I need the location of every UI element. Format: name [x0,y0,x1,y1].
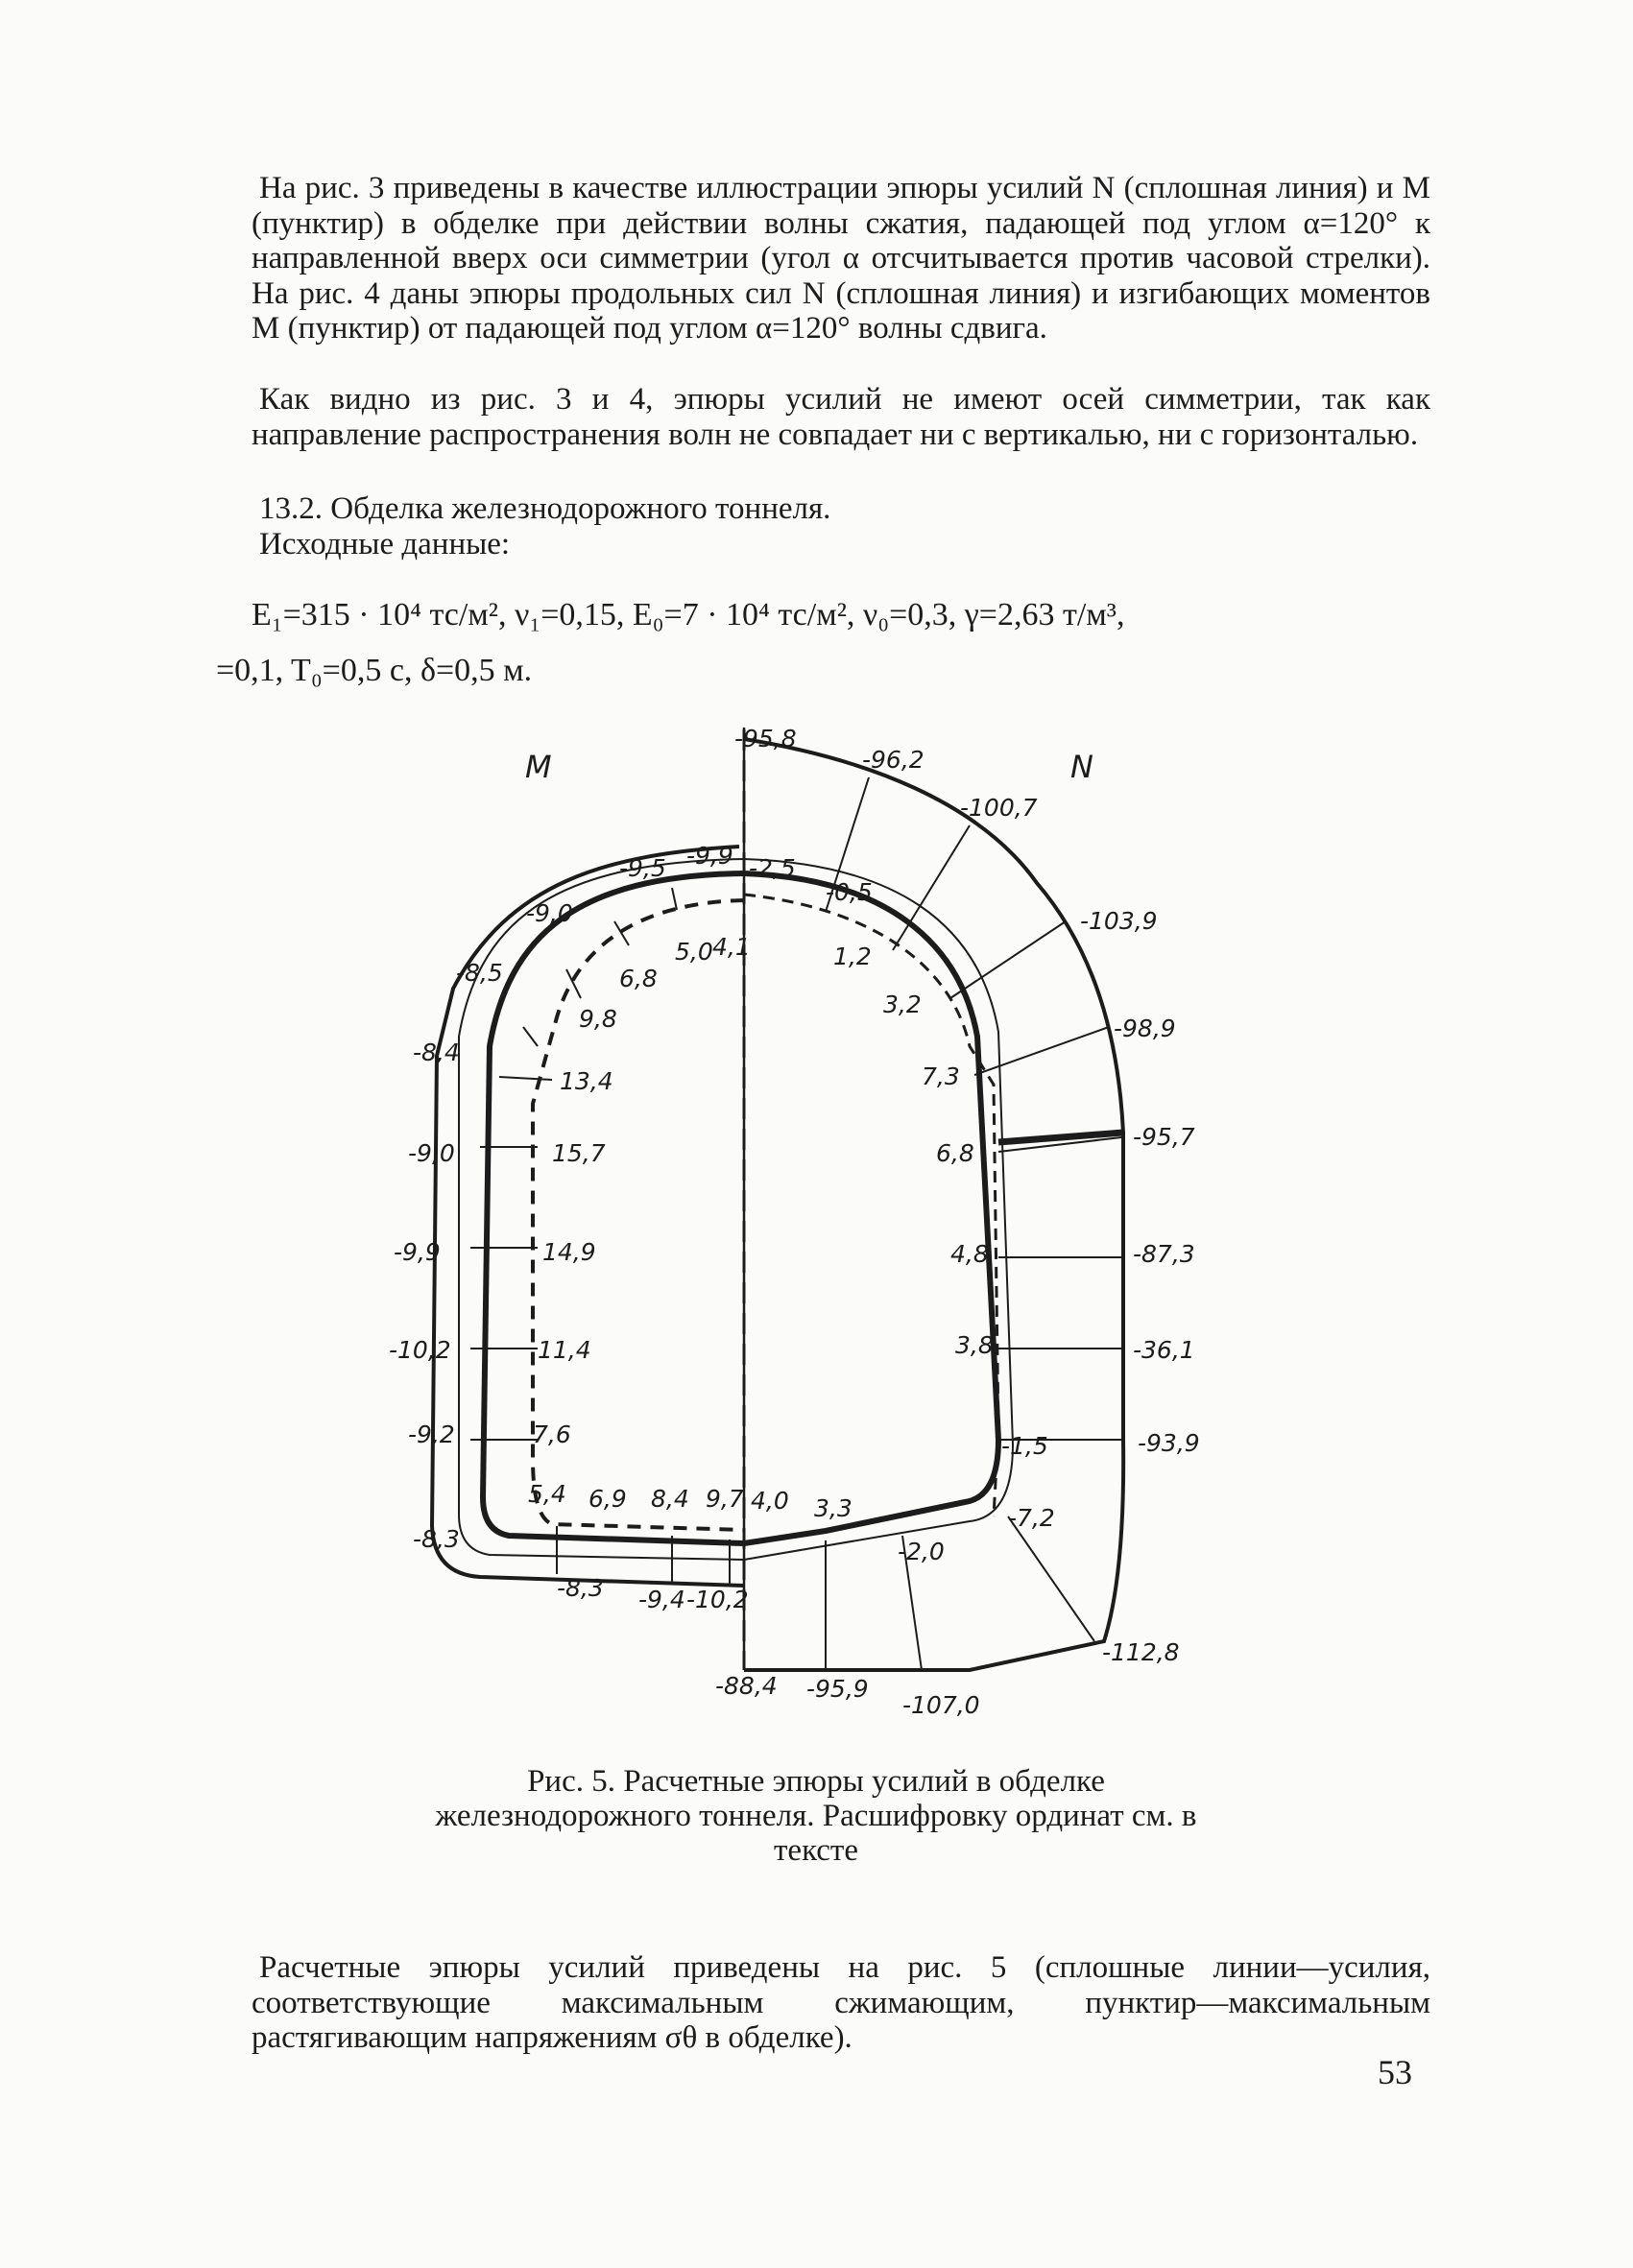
lining-inner-contour-left [483,873,744,1543]
n-label: -93,9 [1138,1429,1200,1457]
m-label: -9,2 [408,1420,455,1448]
m-label: 14,9 [542,1238,596,1266]
m-label: 5,0 [675,938,713,966]
figure-caption: Рис. 5. Расчетные эпюры усилий в обделке железнодорожного тоннеля. Расшифровку ординат см. в тексте [435,1764,1197,1868]
section-heading: 13.2. Обделка железнодорожного тоннеля. [259,491,831,526]
n-label: 4,0 [751,1487,789,1515]
paragraph-2: Как видно из рис. 3 и 4, эпюры усилий не имеют осей симметрии, так как направление распространения волн не совпадает ни с вертикалью, ни с горизонталью. [252,382,1430,452]
closing-paragraph: Расчетные эпюры усилий приведены на рис. 5 (сплошные линии—усилия, соответствующие максимальным сжимающим, пунктир—максимальным растягивающим напряжениям σθ в обделке). [252,1950,1430,2055]
n-label: 3,3 [814,1494,853,1522]
formula-line-2: =0,1, T₀=0,5 с, δ=0,5 м. [216,653,533,688]
m-label: 8,4 [651,1485,689,1513]
n-label: 7,3 [922,1062,960,1090]
lining-outer-contour-right [744,859,1013,1560]
n-label: 3,2 [883,991,922,1018]
m-label: -9,4 [638,1586,685,1613]
m-label: 11,4 [538,1336,591,1364]
n-label: -88,4 [715,1672,778,1700]
m-label: -8,4 [413,1039,460,1066]
n-label: -1,5 [1001,1432,1048,1460]
m-label: -9,0 [526,899,573,927]
paragraph-1: На рис. 3 приведены в качестве иллюстрации эпюры усилий N (сплошная линия) и M (пунктир) в обделке при действии волны сжатия, падающей под углом α=120° к направленной вверх оси симметрии (угол α отсчитывается против часовой стрелки). На рис. 4 даны эпюры продольных сил N (сплошная линия) и изгибающих моментов M (пунктир) от падающей под углом α=120° волны сдвига. [252,171,1430,346]
M-ordinates [470,888,730,1586]
n-label: -107,0 [902,1691,980,1719]
m-label: 4,1 [712,933,751,961]
m-label: -9,0 [408,1139,455,1167]
n-label: -95,8 [734,725,797,752]
m-label: -9,9 [686,842,733,870]
n-label: -0,5 [826,878,873,906]
m-label: 7,6 [533,1420,571,1448]
N-peak-mark [998,1133,1123,1142]
m-label: -8,3 [557,1574,604,1602]
n-label: -2,0 [898,1538,945,1565]
m-label: 6,8 [619,965,658,992]
m-label: -9,9 [394,1238,441,1266]
m-label: -10,2 [686,1586,749,1613]
n-label: -100,7 [960,794,1038,822]
n-label: -7,2 [1008,1504,1055,1532]
n-label: -96,2 [862,746,925,774]
n-label: -98,9 [1114,1015,1176,1042]
lining-inner-contour-right [744,873,998,1543]
n-label: -103,9 [1080,907,1158,935]
m-label: 5,4 [528,1480,566,1508]
N-ordinates [826,777,1123,1670]
n-label: -112,8 [1102,1638,1180,1666]
page-number: 53 [1378,2053,1412,2091]
m-label: -8,5 [456,959,503,987]
m-label: 9,7 [706,1485,744,1513]
n-label: 4,8 [950,1240,989,1268]
m-label: -10,2 [389,1336,451,1364]
m-label: 15,7 [552,1139,606,1167]
n-label: -87,3 [1133,1240,1195,1268]
formula-line-1: E₁=315 · 10⁴ тс/м², ν₁=0,15, E₀=7 · 10⁴ тс/м², ν₀=0,3, γ=2,63 т/м³, [252,597,1125,633]
figure-title-M: M [525,749,552,785]
figure-title-N: N [1070,749,1093,785]
n-label: 1,2 [833,943,872,970]
input-data-label: Исходные данные: [259,527,511,561]
m-label: 13,4 [560,1067,613,1095]
m-label: -8,3 [413,1525,460,1553]
m-label: 6,9 [588,1485,627,1513]
m-label: -9,5 [619,854,666,882]
n-label: 6,8 [936,1139,974,1167]
m-label: -2,5 [749,854,796,882]
m-label: 9,8 [579,1005,617,1033]
n-label: 3,8 [955,1331,994,1359]
n-label: -95,7 [1133,1123,1195,1151]
n-label: -36,1 [1133,1336,1195,1364]
n-label: -95,9 [806,1675,869,1703]
